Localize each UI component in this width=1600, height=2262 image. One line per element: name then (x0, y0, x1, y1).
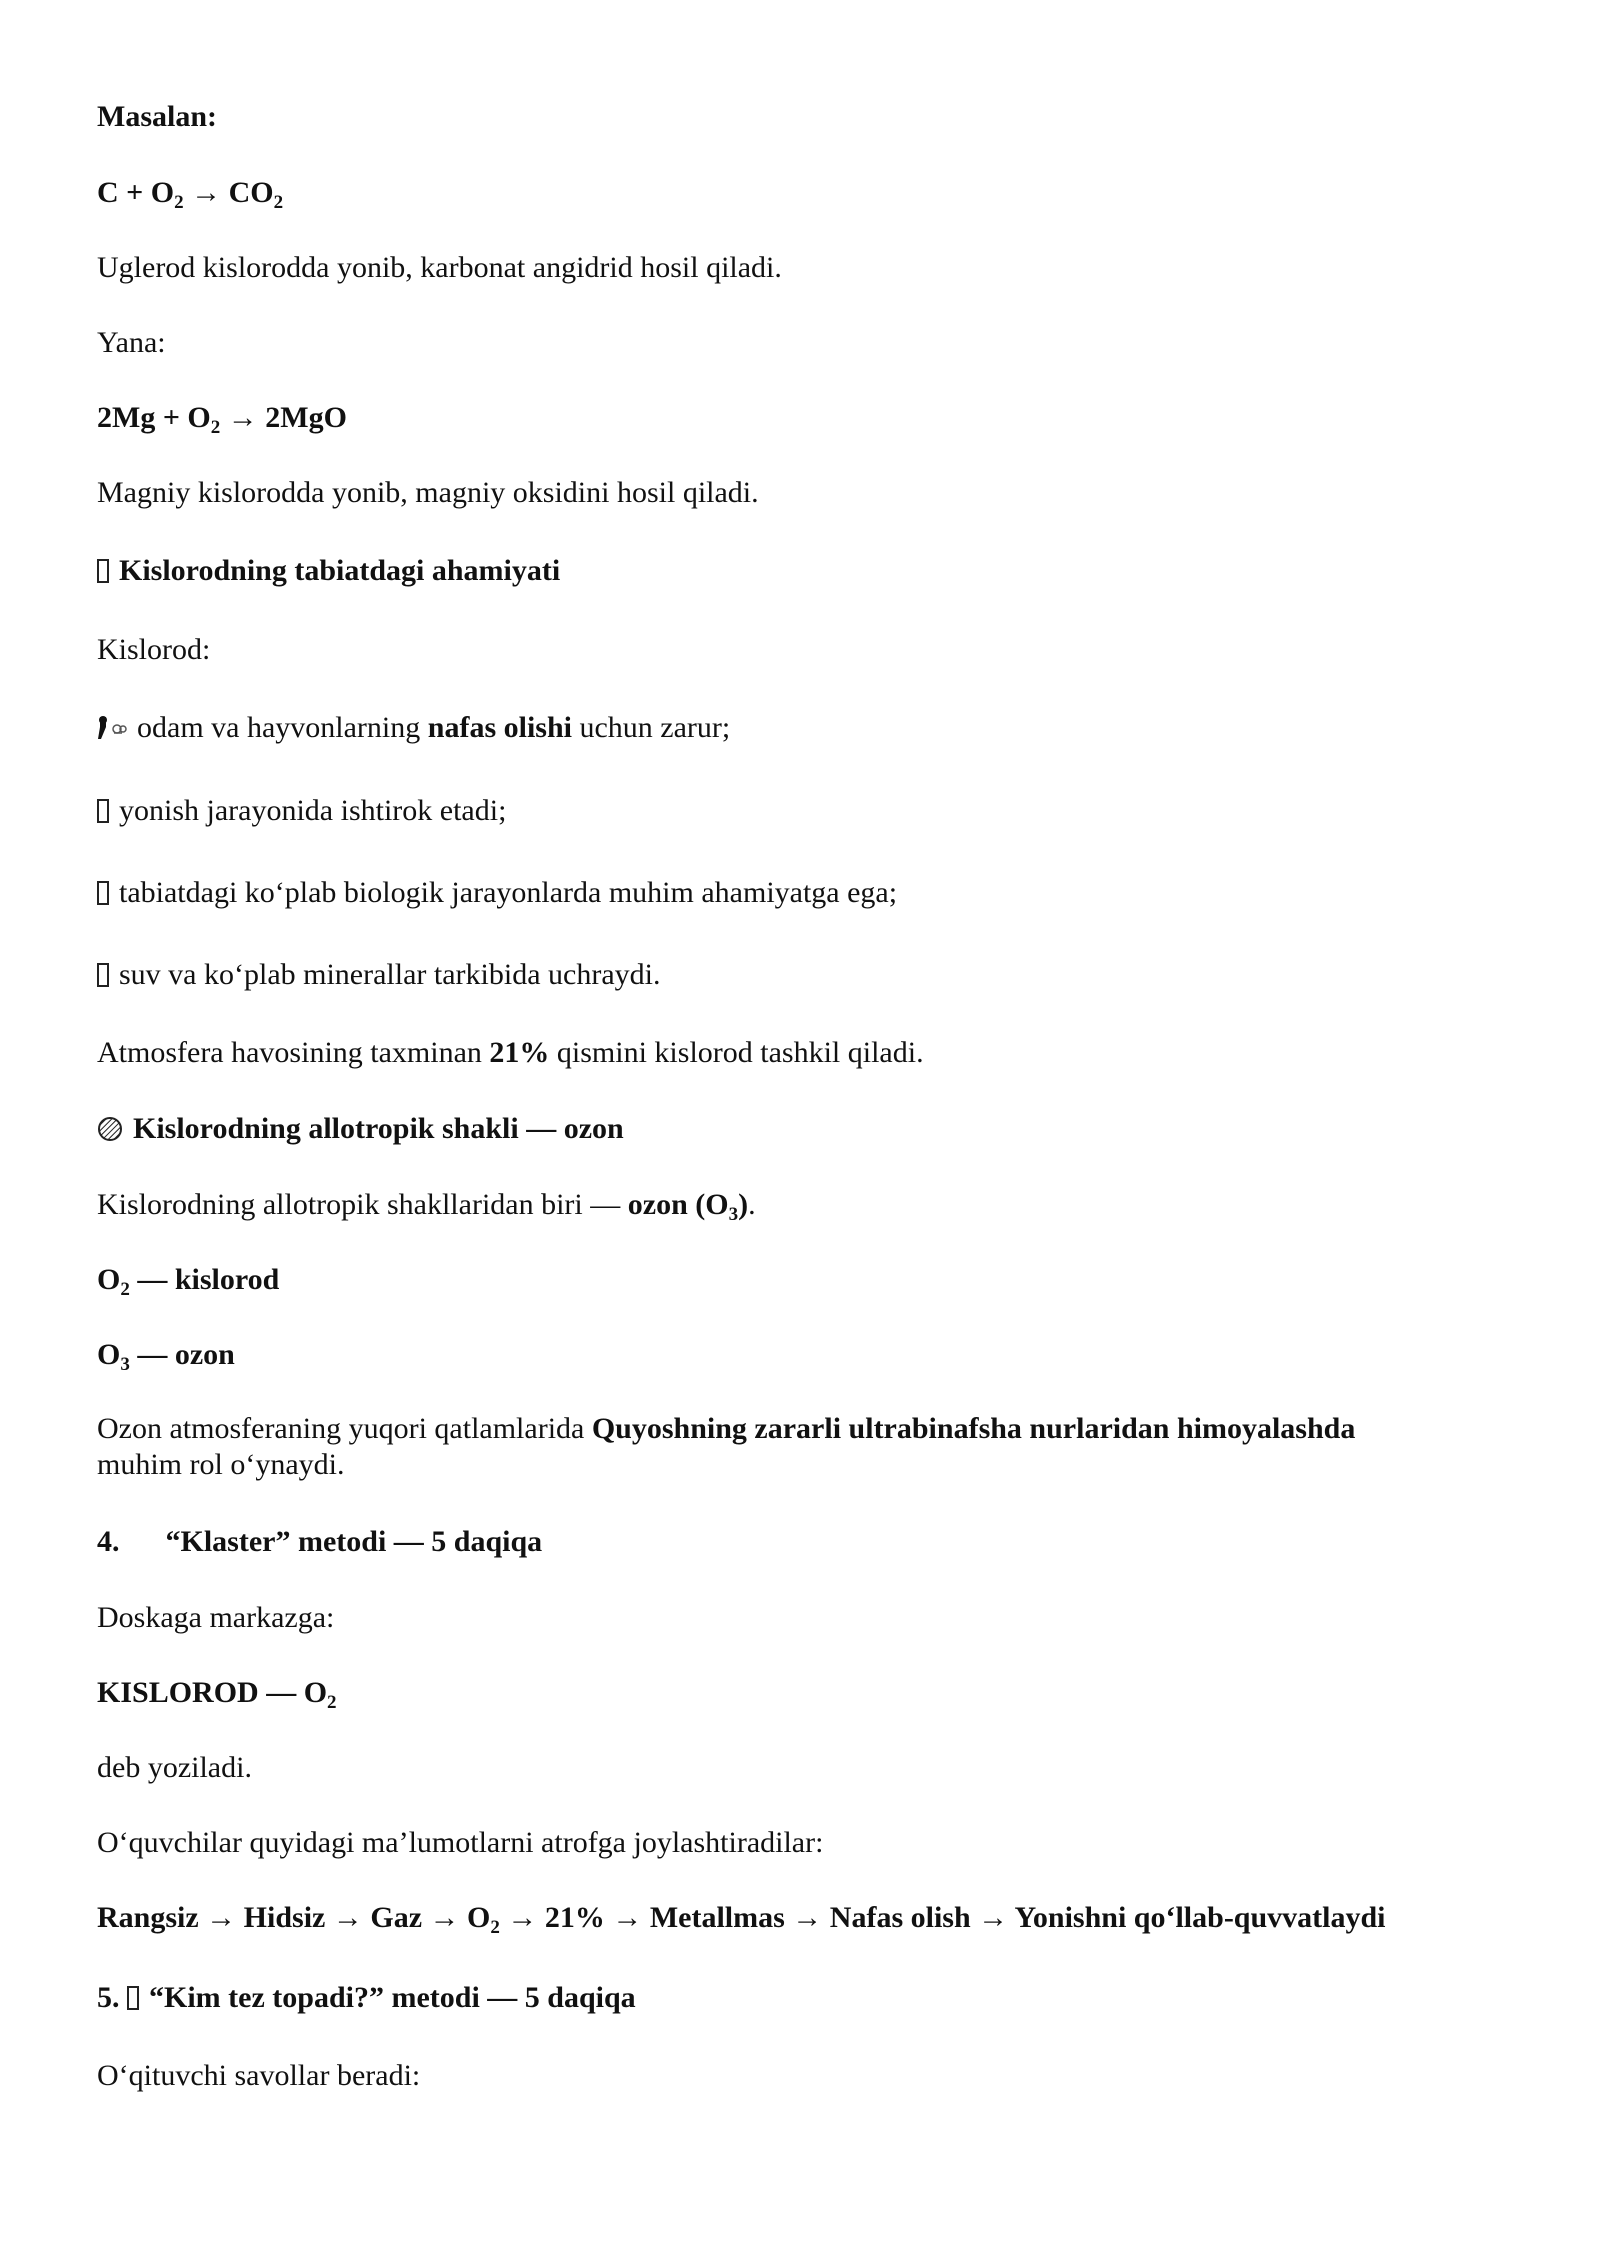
oxygen-label: Kislorod: (97, 633, 211, 666)
missing-glyph-icon (97, 963, 109, 987)
ozone-role-line-1: Ozon atmosferaning yuqori qatlamlarida Quyoshning zararli ultrabinafsha nurlaridan himoyalashda (97, 1412, 1356, 1445)
cluster-chain: Rangsiz → Hidsiz → Gaz → $O_2 \to 21\%$ → Metallmas → Nafas olish → Yonishni qo‘llab-quvvatlaydi (97, 1901, 1386, 1938)
atmosphere-fact: Atmosfera havosining taxminan 21% qismini kislorod tashkil qiladi. (97, 1036, 924, 1069)
allotrope-sentence: Kislorodning allotropik shakllaridan biri — ozon $(O_3)$. (97, 1188, 756, 1225)
students-instruction: O‘quvchilar quyidagi ma’lumotlarni atrofga joylashtiradilar: (97, 1826, 824, 1859)
ozone-role-line-2: muhim rol o‘ynaydi. (97, 1448, 345, 1481)
section-heading-importance: Kislorodning tabiatdagi ahamiyati (97, 553, 560, 589)
missing-glyph-icon (97, 559, 109, 583)
bullet-breathing: odam va hayvonlarning nafas olishi uchun zarur; (97, 710, 730, 746)
section-4-heading: 4. “Klaster” metodi — 5 daqiqa (97, 1525, 543, 1558)
written-label: deb yoziladi. (97, 1751, 252, 1784)
section-heading-ozone: Kislorodning allotropik shakli — ozon (97, 1111, 624, 1147)
person-emoji-icon (97, 714, 127, 742)
also-label: Yana: (97, 326, 166, 359)
hatched-circle-icon (97, 1116, 123, 1142)
bullet-biological: tabiatdagi ko‘plab biologik jarayonlarda muhim ahamiyatga ega; (97, 875, 897, 911)
magnesium-description: Magniy kislorodda yonib, magniy oksidini hosil qiladi. (97, 476, 759, 509)
bullet-minerals: suv va ko‘plab minerallar tarkibida uchraydi. (97, 957, 660, 993)
missing-glyph-icon (97, 881, 109, 905)
board-center-label: Doskaga markazga: (97, 1601, 335, 1634)
section-5-heading: 5. “Kim tez topadi?” metodi — 5 daqiqa (97, 1981, 636, 2014)
equation-carbon: $C + O_2 \to CO_2$ (97, 176, 284, 213)
missing-glyph-icon (97, 799, 109, 823)
cluster-center: KISLOROD — $O_2$ (97, 1676, 337, 1713)
carbon-description: Uglerod kislorodda yonib, karbonat angidrid hosil qiladi. (97, 251, 782, 284)
teacher-questions-label: O‘qituvchi savollar beradi: (97, 2059, 421, 2092)
oxygen-formula-line: $O_2$ — kislorod (97, 1263, 280, 1300)
example-label: Masalan: (97, 100, 217, 133)
ozone-formula-line: $O_3$ — ozon (97, 1338, 235, 1375)
equation-magnesium: $2Mg + O_2 \to 2MgO$ (97, 401, 347, 438)
missing-glyph-icon (127, 1986, 139, 2010)
bullet-combustion: yonish jarayonida ishtirok etadi; (97, 793, 506, 829)
